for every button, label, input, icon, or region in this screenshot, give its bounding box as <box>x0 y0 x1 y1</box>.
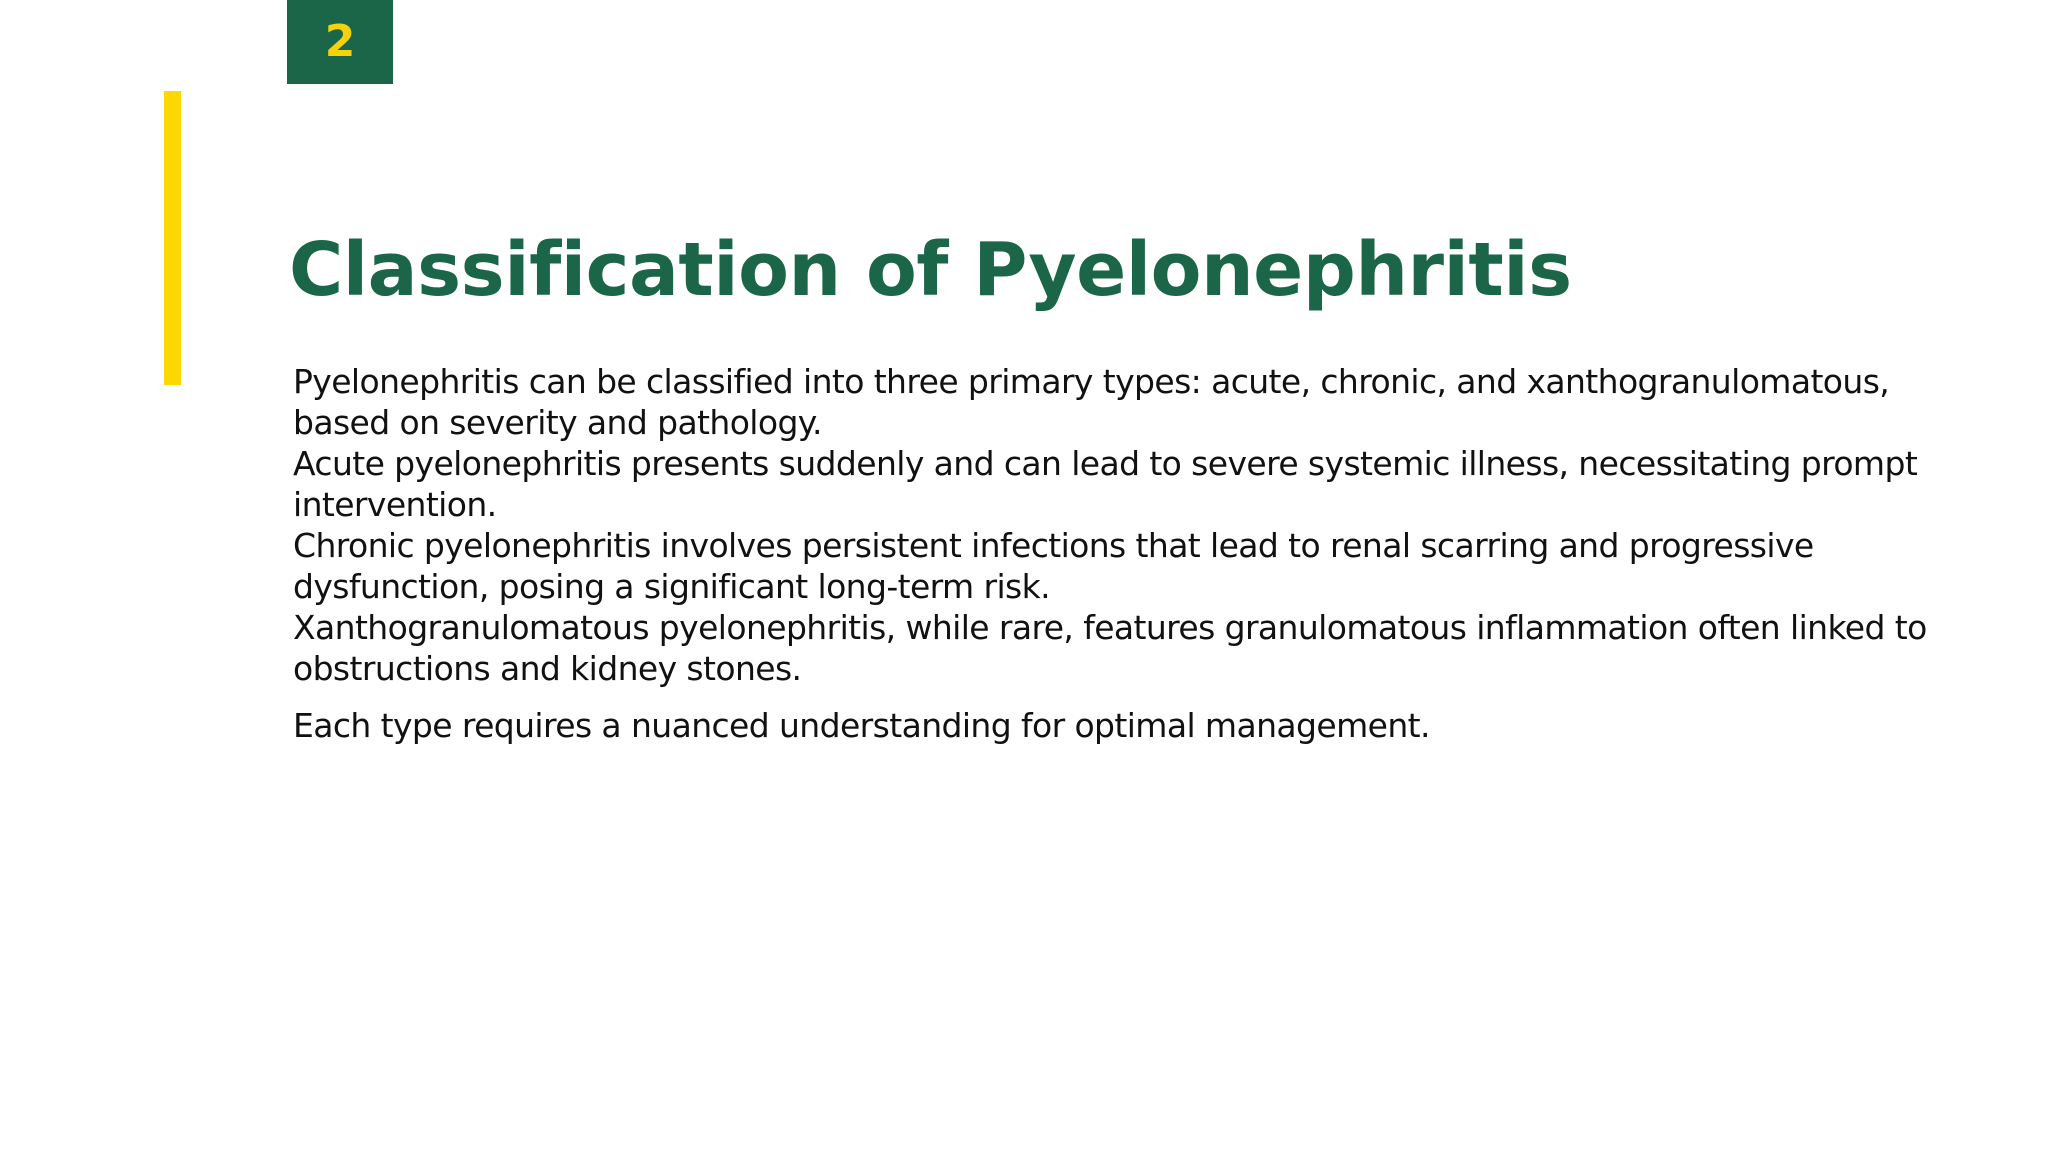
slide-title: Classification of Pyelonephritis <box>289 227 1572 313</box>
body-paragraph-acute: Acute pyelonephritis presents suddenly and can lead to severe systemic illness, necessitating prompt intervention. <box>293 444 1918 524</box>
body-paragraph-overview: Pyelonephritis can be classified into three primary types: acute, chronic, and xanthogranulomatous, based on severity and pathology. <box>293 362 1890 442</box>
body-paragraph-xanthogranulomatous: Xanthogranulomatous pyelonephritis, while rare, features granulomatous inflammation often linked to obstructions and kidney stones. <box>293 608 1927 688</box>
page-number-badge <box>287 0 393 84</box>
accent-bar <box>164 91 181 385</box>
body-paragraph-closing: Each type requires a nuanced understanding for optimal management. <box>293 706 1430 745</box>
slide-body <box>293 361 1933 746</box>
body-paragraph-chronic: Chronic pyelonephritis involves persistent infections that lead to renal scarring and progressive dysfunction, posing a significant long-term risk. <box>293 526 1814 606</box>
page-number: 2 <box>324 16 356 67</box>
